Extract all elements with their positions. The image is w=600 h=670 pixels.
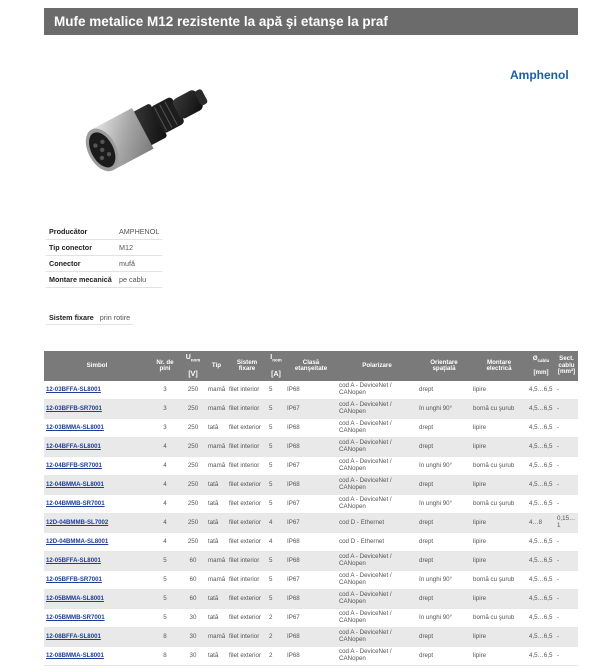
cell-mounting: lipire: [471, 476, 527, 495]
product-code-link[interactable]: 12-04BMMA-SL8001: [46, 480, 104, 488]
cell-mounting: lipire: [471, 590, 527, 609]
cell-orientation: în unghi 90°: [417, 495, 471, 514]
cell-pins: 4: [150, 476, 180, 495]
cell-voltage: 30: [180, 647, 206, 666]
cell-type: tată: [206, 419, 227, 438]
cell-polarization: cod A - DeviceNet / CANopen: [337, 400, 417, 419]
product-code-link[interactable]: 12-05BMMB-SR7001: [46, 613, 105, 621]
cell-ip: IP67: [285, 400, 337, 419]
cell-diameter: 4,5…6,5: [527, 476, 555, 495]
cell-ip: IP68: [285, 647, 337, 666]
cell-polarization: cod A - DeviceNet / CANopen: [337, 552, 417, 571]
cell-polarization: cod A - DeviceNet / CANopen: [337, 495, 417, 514]
cell-section: -: [555, 552, 578, 571]
cell-current: 5: [267, 571, 285, 590]
table-row: [44, 457, 578, 476]
cell-type: mamă: [206, 400, 227, 419]
col-cable-section: Sect. cablu [mm²]: [555, 351, 578, 381]
cell-orientation: drept: [417, 552, 471, 571]
table-header-row: [44, 351, 578, 381]
spec-row-connector-type: [46, 240, 162, 256]
product-code-link[interactable]: 12-05BFFA-SL8001: [46, 556, 101, 564]
cell-diameter: 4,5…6,5: [527, 533, 555, 552]
cell-current: 5: [267, 495, 285, 514]
cell-orientation: în unghi 90°: [417, 457, 471, 476]
col-pins: Nr. de pini: [150, 351, 180, 381]
spec-value: AMPHENOL: [116, 224, 162, 240]
cell-fixing: filet interior: [227, 571, 267, 590]
cell-diameter: 4,5…6,5: [527, 647, 555, 666]
table-row: [44, 571, 578, 590]
cell-voltage: 250: [180, 476, 206, 495]
col-polarization: Polarizare: [337, 351, 417, 381]
cell-mounting: lipire: [471, 514, 527, 533]
table-row: [44, 400, 578, 419]
cell-polarization: cod A - DeviceNet / CANopen: [337, 438, 417, 457]
cell-voltage: 250: [180, 419, 206, 438]
cell-current: 2: [267, 628, 285, 647]
cell-mounting: bornă cu şurub: [471, 457, 527, 476]
table-row: [44, 419, 578, 438]
col-ip-class: Clasă etanşeitate: [285, 351, 337, 381]
cell-voltage: 30: [180, 628, 206, 647]
cell-ip: IP68: [285, 552, 337, 571]
cell-diameter: 4,5…6,5: [527, 400, 555, 419]
table-row: [44, 381, 578, 400]
spec-label: Sistem fixare: [46, 310, 97, 325]
cell-orientation: drept: [417, 419, 471, 438]
cell-pins: 4: [150, 457, 180, 476]
product-image: [48, 72, 218, 190]
cell-section: -: [555, 438, 578, 457]
cell-diameter: 4,5…6,5: [527, 457, 555, 476]
cell-pins: 5: [150, 552, 180, 571]
cell-current: 4: [267, 514, 285, 533]
cell-ip: IP68: [285, 381, 337, 400]
cell-diameter: 4,5…6,5: [527, 552, 555, 571]
cell-diameter: 4,5…6,5: [527, 495, 555, 514]
cell-orientation: în unghi 90°: [417, 609, 471, 628]
cell-fixing: filet interior: [227, 628, 267, 647]
cell-pins: 4: [150, 533, 180, 552]
cell-diameter: 4,5…6,5: [527, 609, 555, 628]
cell-current: 5: [267, 400, 285, 419]
product-code-link[interactable]: 12-05BFFB-SR7001: [46, 575, 102, 583]
cell-ip: IP67: [285, 571, 337, 590]
spec-value: prin rotire: [97, 310, 133, 325]
spec-value: mufă: [116, 256, 162, 272]
cell-section: -: [555, 609, 578, 628]
cell-code: [44, 552, 150, 571]
col-current: $I_{nom}$ [A]: [267, 351, 285, 381]
cell-mounting: lipire: [471, 533, 527, 552]
cell-type: mamă: [206, 571, 227, 590]
spec-row-producer: [46, 224, 162, 240]
cell-voltage: 250: [180, 495, 206, 514]
cell-voltage: 30: [180, 609, 206, 628]
cell-polarization: cod A - DeviceNet / CANopen: [337, 457, 417, 476]
cell-pins: 4: [150, 495, 180, 514]
cell-type: tată: [206, 609, 227, 628]
cell-fixing: filet exterior: [227, 419, 267, 438]
cell-fixing: filet interior: [227, 381, 267, 400]
table-row: [44, 495, 578, 514]
cell-section: -: [555, 571, 578, 590]
cell-pins: 5: [150, 609, 180, 628]
cell-type: tată: [206, 647, 227, 666]
cell-section: -: [555, 419, 578, 438]
spec-label: Montare mecanică: [46, 272, 116, 288]
col-fixing: Sistem fixare: [227, 351, 267, 381]
cell-code: [44, 495, 150, 514]
cell-current: 5: [267, 457, 285, 476]
product-code-link[interactable]: 12-04BMMB-SR7001: [46, 499, 105, 507]
cell-section: -: [555, 495, 578, 514]
cell-current: 5: [267, 476, 285, 495]
cell-mounting: bornă cu şurub: [471, 495, 527, 514]
cell-orientation: drept: [417, 514, 471, 533]
cell-orientation: drept: [417, 590, 471, 609]
cell-polarization: cod A - DeviceNet / CANopen: [337, 419, 417, 438]
cell-section: -: [555, 476, 578, 495]
cell-pins: 5: [150, 590, 180, 609]
table-row: [44, 628, 578, 647]
cell-diameter: 4,5…6,5: [527, 590, 555, 609]
cell-code: [44, 647, 150, 666]
cell-fixing: filet exterior: [227, 495, 267, 514]
col-voltage: $U_{nom}$ [V]: [180, 351, 206, 381]
spec-label: Conector: [46, 256, 116, 272]
product-code-link[interactable]: 12-08BMMA-SL8001: [46, 651, 104, 659]
table-row: [44, 552, 578, 571]
cell-pins: 4: [150, 514, 180, 533]
cell-mounting: bornă cu şurub: [471, 400, 527, 419]
cell-current: 5: [267, 438, 285, 457]
cell-ip: IP67: [285, 495, 337, 514]
cell-code: [44, 400, 150, 419]
table-row: [44, 590, 578, 609]
cell-section: -: [555, 533, 578, 552]
cell-polarization: cod A - DeviceNet / CANopen: [337, 647, 417, 666]
cell-polarization: cod A - DeviceNet / CANopen: [337, 381, 417, 400]
cell-type: mamă: [206, 552, 227, 571]
cell-mounting: bornă cu şurub: [471, 609, 527, 628]
cell-code: [44, 438, 150, 457]
cell-voltage: 60: [180, 590, 206, 609]
cell-ip: IP68: [285, 419, 337, 438]
table-row: [44, 533, 578, 552]
cell-ip: IP68: [285, 533, 337, 552]
cell-ip: IP68: [285, 628, 337, 647]
cell-voltage: 60: [180, 571, 206, 590]
cell-polarization: cod D - Ethernet: [337, 514, 417, 533]
cell-voltage: 250: [180, 514, 206, 533]
cell-diameter: 4…8: [527, 514, 555, 533]
cell-fixing: filet exterior: [227, 609, 267, 628]
cell-code: [44, 457, 150, 476]
cell-orientation: în unghi 90°: [417, 571, 471, 590]
cell-diameter: 4,5…6,5: [527, 381, 555, 400]
cell-voltage: 250: [180, 457, 206, 476]
cell-ip: IP67: [285, 609, 337, 628]
cell-fixing: filet exterior: [227, 476, 267, 495]
product-code-link[interactable]: 12-04BFFA-SL8001: [46, 442, 101, 450]
cell-code: [44, 609, 150, 628]
cell-pins: 4: [150, 438, 180, 457]
cell-fixing: filet interior: [227, 400, 267, 419]
products-table: [44, 351, 578, 666]
cell-type: tată: [206, 590, 227, 609]
fixing-system-table: [46, 310, 133, 325]
spec-row-mounting: [46, 272, 162, 288]
spec-label: Tip conector: [46, 240, 116, 256]
spec-label: Producător: [46, 224, 116, 240]
cell-fixing: filet interior: [227, 457, 267, 476]
cell-pins: 5: [150, 571, 180, 590]
cell-mounting: lipire: [471, 628, 527, 647]
cell-pins: 3: [150, 381, 180, 400]
col-type: Tip: [206, 351, 227, 381]
cell-current: 5: [267, 419, 285, 438]
cell-ip: IP67: [285, 457, 337, 476]
cell-fixing: filet interior: [227, 438, 267, 457]
product-code-link[interactable]: 12D-04BMMB-SL7002: [46, 518, 109, 526]
cell-code: [44, 571, 150, 590]
cell-pins: 3: [150, 400, 180, 419]
col-simbol: Simbol: [44, 351, 150, 381]
col-cable-diameter: $Ø_{cablu}$ [mm]: [527, 351, 555, 381]
cell-mounting: lipire: [471, 438, 527, 457]
cell-fixing: filet interior: [227, 552, 267, 571]
cell-current: 5: [267, 590, 285, 609]
cell-type: tată: [206, 495, 227, 514]
cell-diameter: 4,5…6,5: [527, 628, 555, 647]
cell-current: 4: [267, 533, 285, 552]
cell-ip: IP68: [285, 476, 337, 495]
cell-current: 5: [267, 552, 285, 571]
cell-code: [44, 590, 150, 609]
cell-ip: IP67: [285, 514, 337, 533]
cell-code: [44, 419, 150, 438]
spec-value: M12: [116, 240, 162, 256]
specs-table: [46, 224, 162, 288]
spec-row-connector: [46, 256, 162, 272]
cell-section: -: [555, 457, 578, 476]
cell-mounting: lipire: [471, 647, 527, 666]
cell-current: 2: [267, 647, 285, 666]
cell-code: [44, 533, 150, 552]
cell-section: 0,15…1: [555, 514, 578, 533]
cell-type: mamă: [206, 381, 227, 400]
cell-current: 2: [267, 609, 285, 628]
cell-mounting: lipire: [471, 552, 527, 571]
cell-orientation: drept: [417, 381, 471, 400]
cell-pins: 8: [150, 628, 180, 647]
cell-fixing: filet exterior: [227, 647, 267, 666]
product-code-link[interactable]: 12-03BMMA-SL8001: [46, 423, 104, 431]
product-code-link[interactable]: 12D-04BMMA-SL8001: [46, 537, 109, 545]
cell-diameter: 4,5…6,5: [527, 419, 555, 438]
cell-mounting: bornă cu şurub: [471, 571, 527, 590]
cell-voltage: 60: [180, 552, 206, 571]
table-row: [44, 438, 578, 457]
cell-current: 5: [267, 381, 285, 400]
table-row: [44, 609, 578, 628]
table-row: [44, 647, 578, 666]
cell-orientation: drept: [417, 438, 471, 457]
cell-section: -: [555, 647, 578, 666]
cell-code: [44, 628, 150, 647]
cell-code: [44, 476, 150, 495]
cell-code: [44, 381, 150, 400]
cell-polarization: cod A - DeviceNet / CANopen: [337, 590, 417, 609]
spec-row-fixing: [46, 310, 133, 325]
product-code-link[interactable]: 12-03BFFA-SL8001: [46, 385, 101, 393]
cell-orientation: în unghi 90°: [417, 400, 471, 419]
cell-ip: IP68: [285, 438, 337, 457]
product-code-link[interactable]: 12-08BFFA-SL8001: [46, 632, 101, 640]
col-orientation: Orientare spaţială: [417, 351, 471, 381]
cell-polarization: cod D - Ethernet: [337, 533, 417, 552]
cell-pins: 8: [150, 647, 180, 666]
cell-type: tată: [206, 533, 227, 552]
cell-section: -: [555, 628, 578, 647]
col-mounting: Montare electrică: [471, 351, 527, 381]
cell-mounting: lipire: [471, 419, 527, 438]
cell-polarization: cod A - DeviceNet / CANopen: [337, 571, 417, 590]
cell-voltage: 250: [180, 400, 206, 419]
cell-section: -: [555, 590, 578, 609]
cell-diameter: 4,5…6,5: [527, 571, 555, 590]
cell-code: [44, 514, 150, 533]
page-title: Mufe metalice M12 rezistente la apă şi etanşe la praf: [44, 8, 578, 35]
cell-type: tată: [206, 476, 227, 495]
product-code-link[interactable]: 12-05BMMA-SL8001: [46, 594, 104, 602]
cell-polarization: cod A - DeviceNet / CANopen: [337, 476, 417, 495]
cell-polarization: cod A - DeviceNet / CANopen: [337, 609, 417, 628]
cell-orientation: drept: [417, 647, 471, 666]
cell-orientation: drept: [417, 628, 471, 647]
table-row: [44, 476, 578, 495]
cell-fixing: filet exterior: [227, 533, 267, 552]
cell-type: mamă: [206, 457, 227, 476]
cell-polarization: cod A - DeviceNet / CANopen: [337, 628, 417, 647]
spec-value: pe cablu: [116, 272, 162, 288]
cell-type: mamă: [206, 628, 227, 647]
cell-type: tată: [206, 514, 227, 533]
cell-fixing: filet exterior: [227, 514, 267, 533]
cell-section: -: [555, 381, 578, 400]
cell-voltage: 250: [180, 438, 206, 457]
cell-voltage: 250: [180, 381, 206, 400]
cell-orientation: drept: [417, 533, 471, 552]
cell-diameter: 4,5…6,5: [527, 438, 555, 457]
cell-voltage: 250: [180, 533, 206, 552]
cell-pins: 3: [150, 419, 180, 438]
product-code-link[interactable]: 12-04BFFB-SR7001: [46, 461, 102, 469]
cell-mounting: lipire: [471, 381, 527, 400]
cell-fixing: filet exterior: [227, 590, 267, 609]
cell-type: mamă: [206, 438, 227, 457]
table-row: [44, 514, 578, 533]
cell-orientation: drept: [417, 476, 471, 495]
cell-section: -: [555, 400, 578, 419]
cell-ip: IP68: [285, 590, 337, 609]
brand-logo: Amphenol: [510, 68, 569, 82]
product-code-link[interactable]: 12-03BFFB-SR7001: [46, 404, 102, 412]
